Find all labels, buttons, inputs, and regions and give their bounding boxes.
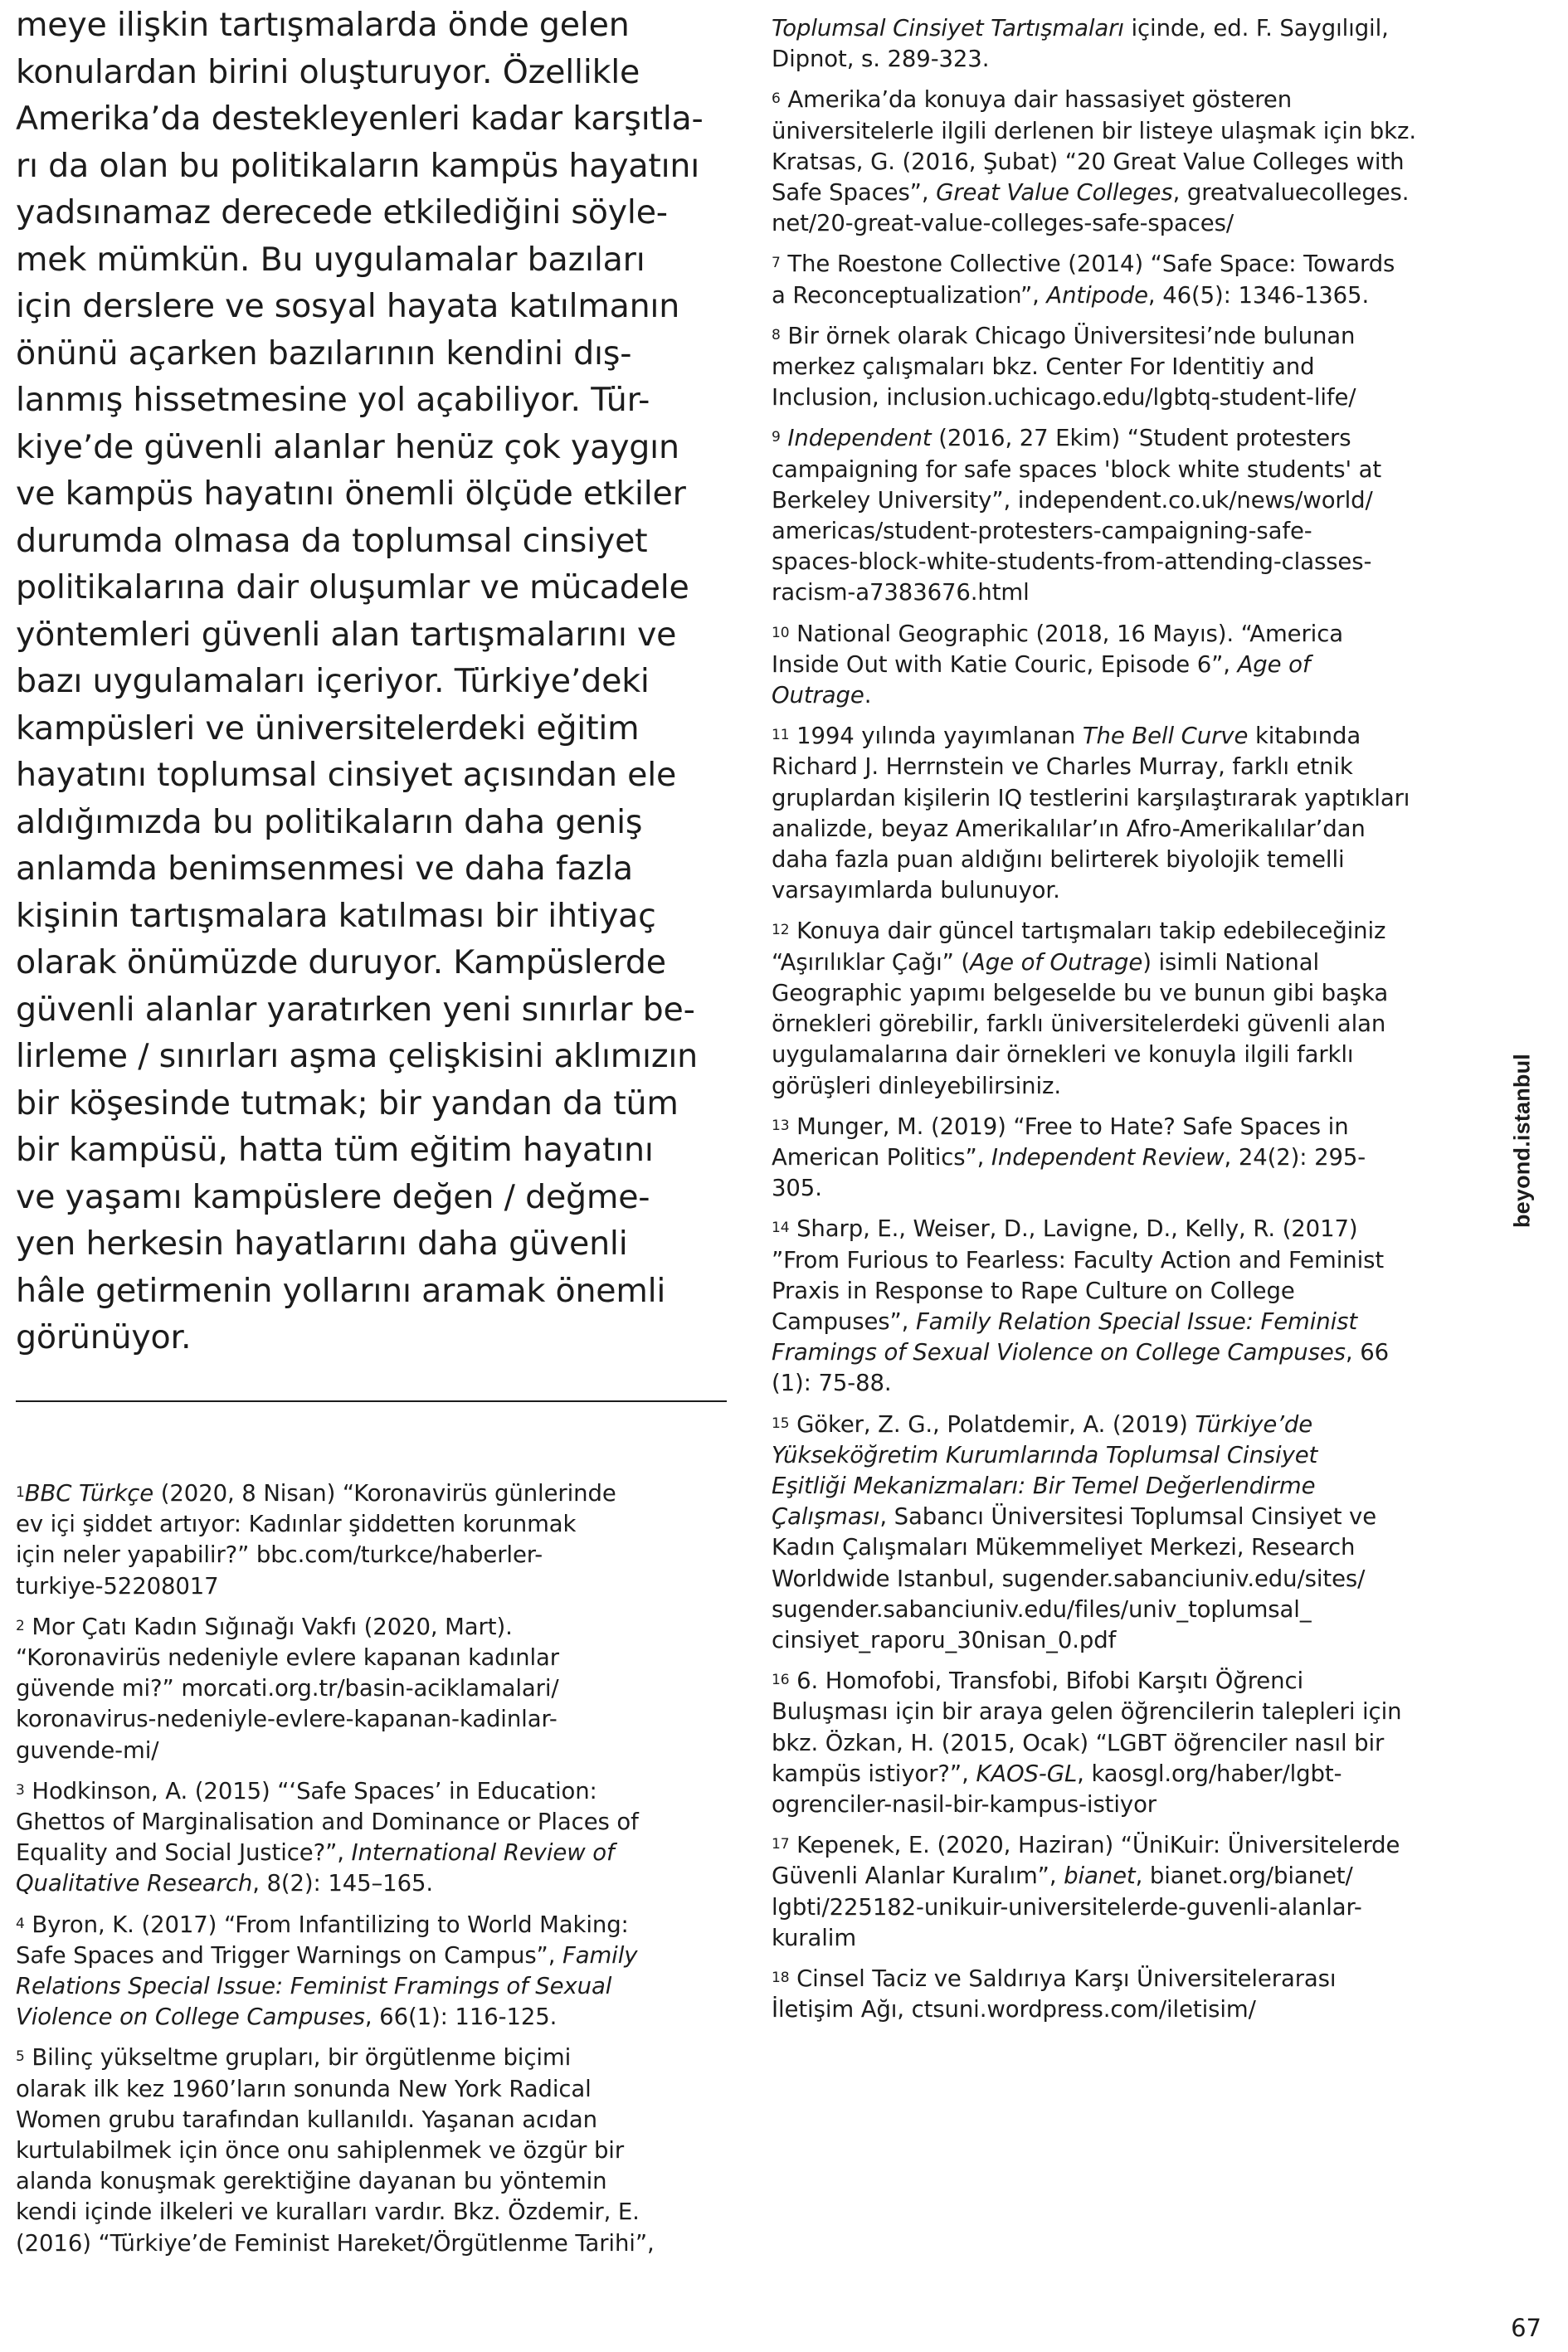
footnote-text: (2016, 27 Ekim) “Student protesters campaigning for safe spaces 'block white students' at Berkeley University”, independent.co.uk/news/world/ americas/student-protesters-campaigning-safe- spaces-block-white-students-from-attending-classes- racism-a7383676.html [772,425,1382,606]
footnote-number: 4 [16,1915,25,1932]
footnote-text: . [864,682,872,709]
footnote-number: 11 [772,727,790,744]
footnote-number: 9 [772,429,781,446]
footnote [772,1214,1502,1399]
footnote-text: Kepenek, E. (2020, Haziran) “ÜniKuir: Üniversitelerde Güvenli Alanlar Kuralım”, [772,1832,1400,1890]
footnote [772,85,1502,239]
footnote-number: 7 [772,255,781,272]
footnote-number: 13 [772,1117,790,1134]
footnote [16,2043,746,2258]
footnote-number: 1 [16,1484,25,1501]
footnote [772,249,1502,310]
page-number: 67 [1511,2314,1541,2342]
footnote-text: , bianet.org/bianet/ lgbti/225182-unikuir-universitelerde-guvenli-alanlar- kuralim [772,1863,1362,1951]
footnote [772,721,1502,906]
brand-text: beyond.istanbul [1509,1053,1535,1229]
footnote-number: 12 [772,922,790,939]
footnote-text: Cinsel Taciz ve Saldırıya Karşı Üniversitelerarası İletişim Ağı, ctsuni.wordpress.com/iletisim/ [772,1965,1337,2023]
footnote-number: 10 [772,624,790,641]
footnote-text: Göker, Z. G., Polatdemir, A. (2019) [789,1410,1195,1438]
footnote-text: The Roestone Collective (2014) “Safe Space: Towards a Reconceptualization”, [772,251,1395,309]
footnote-text: Konuya dair güncel tartışmaları takip edebileceğiniz “Aşırılıklar Çağı” ( [772,918,1386,976]
footnote [772,1410,1502,1657]
footnote-number: 8 [772,326,781,343]
footnote-italic-title: KAOS-GL [976,1760,1078,1787]
footnote-text: 1994 yılında yayımlanan [789,723,1083,750]
footnote-italic-title: The Bell Curve [1082,723,1249,750]
footnote-number: 5 [16,2048,25,2066]
footnotes-left-column [16,1478,746,2269]
footnote-text: kitabında Richard J. Herrnstein ve Charles Murray, farklı etnik gruplardan kişilerin IQ testlerini karşılaştırarak yaptıkları analizde, beyaz Amerikalılar’ın Afro-Amerikalılar’dan daha fazla puan aldığını belirterek biyolojik temelli varsayımlarda bulunuyor. [772,723,1410,904]
footnote-text: Bilinç yükseltme grupları, bir örgütlenme biçimi olarak ilk kez 1960’ların sonunda New York Radical Women grubu tarafından kullanıldı. Yaşanan acıdan kurtulabilmek için önce onu sahiplenmek ve özgür bir alanda konuşmak gerektiğine dayanan bu yöntemin kendi içinde ilkeleri ve kuralları vardır. Bkz. Özdemir, E. (2016) “Türkiye’de Feminist Hareket/Örgütlenme Tarihi”, [16,2044,655,2257]
footnote-italic-title: Family Relations Special Issue: Feminist Framings of Sexual Violence on College Campuses [16,1941,638,2031]
footnote-number: 6 [772,90,781,108]
footnote [772,13,1502,75]
article-body-text: meye ilişkin tartışmalarda önde gelen konulardan birini oluşturuyor. Özellikle Amerika’da destekleyenleri kadar karşıtla- rı da olan bu politikaların kampüs hayatını yadsınamaz derecede etkilediğini söyle- mek mümkün. Bu uygulamalar bazıları için derslere ve sosyal hayata katılmanın önünü açarken bazılarının kendini dış- lanmış hissetmesine yol açabiliyor. Tür- kiye’de güvenli alanlar henüz çok yaygın ve kampüs hayatını önemli ölçüde etkiler durumda olmasa da toplumsal cinsiyet politikalarına dair oluşumlar ve mücadele yöntemleri güvenli alan tartışmalarını ve bazı uygulamaları içeriyor. Türkiye’deki kampüsleri ve üniversitelerdeki eğitim hayatını toplumsal cinsiyet açısından ele aldığımızda bu politikaların daha geniş anlamda benimsenmesi ve daha fazla kişinin tartışmalara katılması bir ihtiyaç olarak önümüzde duruyor. Kampüslerde güvenli alanlar yaratırken yeni sınırlar be- lirleme / sınırları aşma çelişkisini aklımızın bir köşesinde tutmak; bir yandan da tüm bir kampüsü, hatta tüm eğitim hayatını ve yaşamı kampüslere değen / değme- yen herkesin hayatlarını daha güvenli hâle getirmenin yollarını aramak önemli görünüyor. [16,6,704,1356]
footnote-italic-title: International Review of Qualitative Research [16,1839,615,1897]
footnote-text: Sharp, E., Weiser, D., Lavigne, D., Kelly, R. (2017) ”From Furious to Fearless: Faculty Action and Feminist Praxis in Response to Rape Culture on College Campuses”, [772,1215,1385,1335]
footnote-number: 16 [772,1672,790,1689]
footnote-italic-title: Age of Outrage [970,948,1143,976]
footnote [16,1910,746,2033]
footnote-text: , 24(2): 295- 305. [772,1143,1366,1202]
footnote-number: 14 [772,1220,790,1237]
footnote-text: (2020, 8 Nisan) “Koronavirüs günlerinde ev içi şiddet artıyor: Kadınlar şiddetten korunmak için neler yapabilir?” bbc.com/turkce/haberler- turkiye-52208017 [16,1480,616,1600]
footnotes-right-column [772,13,1502,2035]
footnote [16,1776,746,1900]
footnote-text: , greatvaluecolleges. net/20-great-value-colleges-safe-spaces/ [772,179,1410,237]
sidebar-brand [1506,1049,1539,1232]
footnote-text: içinde, ed. F. Saygılıgil, Dipnot, s. 289-323. [772,15,1389,73]
footnote-italic-title: Türkiye’de Yükseköğretim Kurumlarında Toplumsal Cinsiyet Eşitliği Mekanizmaları: Bir Temel Değerlendirme Çalışması [772,1410,1318,1531]
footnote [772,1964,1502,2025]
footnote-text: , Sabancı Üniversitesi Toplumsal Cinsiyet ve Kadın Çalışmaları Mükemmeliyet Merkezi, Research Worldwide Istanbul, sugender.sabanciuniv.edu/sites/ sugender.sabanciuniv.edu/files/univ_toplumsal_ cinsiyet_raporu_30nisan_0.pdf [772,1503,1377,1653]
footnote [772,1666,1502,1820]
footnote-text: National Geographic (2018, 16 Mayıs). “America Inside Out with Katie Couric, Episode 6”, [772,620,1343,678]
footnote-divider [16,1400,727,1402]
footnote-text: , 66(1): 116-125. [364,2004,558,2031]
footnote-italic-title: bianet [1064,1863,1136,1890]
footnote-text: Bir örnek olarak Chicago Üniversitesi’nde bulunan merkez çalışmaları bkz. Center For Identitiy and Inclusion, inclusion.uchicago.edu/lgbtq-student-life/ [772,322,1356,411]
footnote [772,321,1502,414]
footnote [772,916,1502,1101]
footnote-text: , 46(5): 1346-1365. [1147,281,1370,309]
footnote-italic-title: Antipode [1046,281,1148,309]
footnote-italic-title: Independent Review [991,1143,1225,1171]
footnote-italic-title: Independent [787,425,932,452]
footnote-text: ) isimli National Geographic yapımı belgeselde bu ve bunun gibi başka örnekleri görebilir, farklı üniversitelerdeki güvenli alan uygulamalarına dair örnekleri ve konuyla ilgili farklı görüşleri dinleyebilirsiniz. [772,948,1389,1099]
footnote-italic-title: BBC Türkçe [24,1480,154,1507]
footnote-text: 6. Homofobi, Transfobi, Bifobi Karşıtı Öğrenci Buluşması için bir araya gelen öğrencilerin talepleri için bkz. Özkan, H. (2015, Ocak) “LGBT öğrenciler nasıl bir kampüs istiyor?”, [772,1668,1402,1787]
footnote-italic-title: Age of Outrage [772,650,1311,709]
footnote [772,423,1502,608]
footnote-text: Mor Çatı Kadın Sığınağı Vakfı (2020, Mart). “Koronavirüs nedeniyle evlere kapanan kadınlar güvende mi?” morcati.org.tr/basin-aciklamalari/ koronavirus-nedeniyle-evlere-kapanan-kadinlar- guvende-mi/ [16,1613,559,1764]
footnote-text: Hodkinson, A. (2015) “‘Safe Spaces’ in Education: Ghettos of Marginalisation and Dominance or Places of Equality and Social Justice?”, [16,1777,639,1867]
footnote-text: , 8(2): 145–165. [252,1870,433,1897]
footnote-italic-title: Family Relation Special Issue: Feminist Framings of Sexual Violence on College Campuses [772,1307,1358,1366]
footnote-number: 15 [772,1415,790,1432]
footnote [16,1612,746,1766]
footnote [772,1112,1502,1205]
footnote [772,1830,1502,1954]
footnote-italic-title: Great Value Colleges [936,179,1173,207]
footnote-text: Byron, K. (2017) “From Infantilizing to World Making: Safe Spaces and Trigger Warnings on Campus”, [16,1911,629,1969]
footnote-text: , 66 (1): 75-88. [772,1339,1389,1397]
footnote-number: 3 [16,1781,25,1799]
footnote-number: 2 [16,1617,25,1634]
footnote-number: 17 [772,1836,790,1853]
footnote-text: , kaosgl.org/haber/lgbt- ogrenciler-nasil-bir-kampus-istiyor [772,1760,1342,1818]
footnote [772,619,1502,712]
footnote-text: Amerika’da konuya dair hassasiyet gösteren üniversitelerle ilgili derlenen bir listeye ulaşmak için bkz. Kratsas, G. (2016, Şubat) “20 Great Value Colleges with Safe Spaces”, [772,86,1416,207]
footnote-text: Munger, M. (2019) “Free to Hate? Safe Spaces in American Politics”, [772,1113,1349,1171]
footnote [16,1478,746,1602]
footnote-number: 18 [772,1969,790,1986]
footnote-italic-title: Toplumsal Cinsiyet Tartışmaları [772,15,1124,41]
